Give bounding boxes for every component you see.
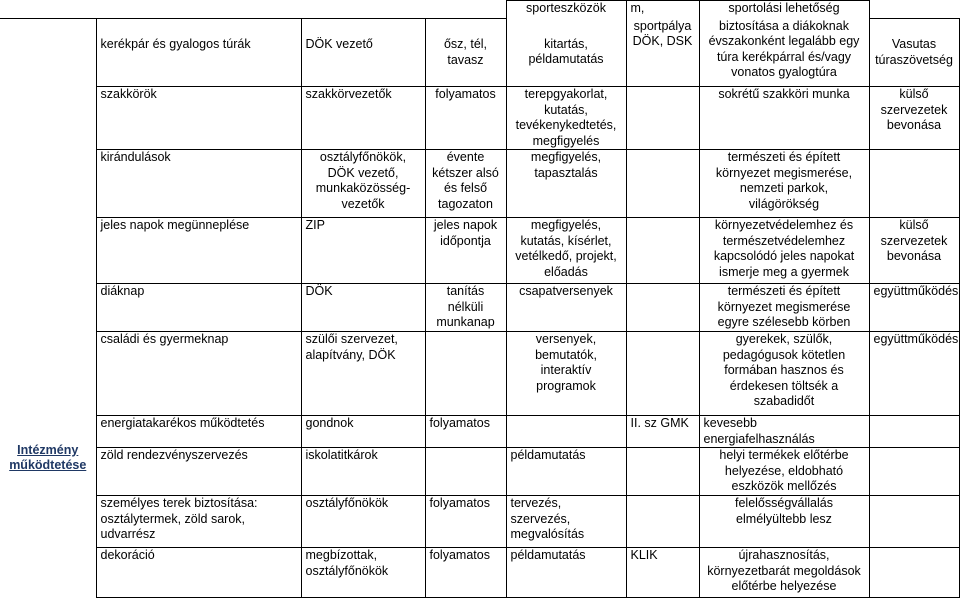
partner: külső szervezetek bevonása <box>869 87 959 150</box>
responsible: iskolatitkárok <box>301 448 425 496</box>
goal: természeti és épített környezet megismerése, nemzeti parkok, világörökség <box>699 150 869 218</box>
partner <box>869 496 959 548</box>
activity-name: kerékpár és gyalogos túrák <box>96 19 301 87</box>
responsible: megbízottak, osztályfőnökök <box>301 548 425 598</box>
method: kitartás, példamutatás <box>506 19 626 87</box>
partner: Vasutas túraszövetség <box>869 19 959 87</box>
location <box>626 150 699 218</box>
timing: ősz, tél, tavasz <box>425 19 506 87</box>
goal: kevesebb energiafelhasználás <box>699 416 869 448</box>
activity-name: szakkörök <box>96 87 301 150</box>
timing: folyamatos <box>425 496 506 548</box>
goal: biztosítása a diákoknak évszakonként legalább egy túra kerékpárral és/vagy vonatos gyalogtúra <box>699 19 869 87</box>
location <box>626 87 699 150</box>
timing <box>425 332 506 416</box>
responsible: gondnok <box>301 416 425 448</box>
partner: együttműködés <box>869 332 959 416</box>
header-fragment-row <box>0 1 959 19</box>
activity-name: személyes terek biztosítása: osztálytermek, zöld sarok, udvarrész <box>96 496 301 548</box>
location <box>626 284 699 332</box>
goal: természeti és épített környezet megismerése egyre szélesebb körben <box>699 284 869 332</box>
timing: jeles napok időpontja <box>425 218 506 284</box>
partner <box>869 448 959 496</box>
partner: külső szervezetek bevonása <box>869 218 959 284</box>
activity-name: kirándulások <box>96 150 301 218</box>
timing: folyamatos <box>425 548 506 598</box>
location <box>626 448 699 496</box>
method: példamutatás <box>506 548 626 598</box>
goal: felelősségvállalás elmélyültebb lesz <box>699 496 869 548</box>
method <box>506 416 626 448</box>
table-row <box>0 218 959 284</box>
table-row <box>0 19 959 87</box>
partner: együttműködés <box>869 284 959 332</box>
method: versenyek, bemutatók, interaktív programok <box>506 332 626 416</box>
responsible: szülői szervezet, alapítvány, DÖK <box>301 332 425 416</box>
activity-name: dekoráció <box>96 548 301 598</box>
table-row <box>0 332 959 416</box>
header-col-5: sporteszközök <box>506 1 626 19</box>
responsible: szakkörvezetők <box>301 87 425 150</box>
goal: újrahasznosítás, környezetbarát megoldások előtérbe helyezése <box>699 548 869 598</box>
table-row <box>0 87 959 150</box>
responsible: DÖK <box>301 284 425 332</box>
goal: helyi termékek előtérbe helyezése, eldobható eszközök mellőzés <box>699 448 869 496</box>
goal: környezetvédelemhez és természetvédelemhez kapcsolódó jeles napokat ismerje meg a gyermek <box>699 218 869 284</box>
timing: évente kétszer alsó és felső tagozaton <box>425 150 506 218</box>
responsible: osztályfőnökök, DÖK vezető, munkaközösség-vezetők <box>301 150 425 218</box>
method: példamutatás <box>506 448 626 496</box>
activity-name: zöld rendezvényszervezés <box>96 448 301 496</box>
section-label: Intézmény működtetése <box>0 19 96 598</box>
location <box>626 496 699 548</box>
responsible: DÖK vezető <box>301 19 425 87</box>
timing: tanítás nélküli munkanap <box>425 284 506 332</box>
activity-name: energiatakarékos működtetés <box>96 416 301 448</box>
partner <box>869 548 959 598</box>
header-col-6: m, <box>626 1 699 19</box>
location <box>626 218 699 284</box>
activity-name: családi és gyermeknap <box>96 332 301 416</box>
table-row <box>0 416 959 448</box>
timing: folyamatos <box>425 87 506 150</box>
timing <box>425 448 506 496</box>
table-row <box>0 150 959 218</box>
location: sportpálya DÖK, DSK <box>626 19 699 87</box>
method: tervezés, szervezés, megvalósítás <box>506 496 626 548</box>
partner <box>869 150 959 218</box>
goal: gyerekek, szülők, pedagógusok kötetlen formában hasznos és érdekesen töltsék a szabadidőt <box>699 332 869 416</box>
location <box>626 332 699 416</box>
responsible: osztályfőnökök <box>301 496 425 548</box>
table-row <box>0 548 959 598</box>
table-row <box>0 284 959 332</box>
partner <box>869 416 959 448</box>
header-col-7: sportolási lehetőség <box>699 1 869 19</box>
activity-name: diáknap <box>96 284 301 332</box>
goal: sokrétű szakköri munka <box>699 87 869 150</box>
activity-name: jeles napok megünneplése <box>96 218 301 284</box>
method: csapatversenyek <box>506 284 626 332</box>
location: II. sz GMK <box>626 416 699 448</box>
timing: folyamatos <box>425 416 506 448</box>
responsible: ZIP <box>301 218 425 284</box>
table-row <box>0 448 959 496</box>
method: megfigyelés, kutatás, kísérlet, vetélkedő, projekt, előadás <box>506 218 626 284</box>
location: KLIK <box>626 548 699 598</box>
table-row <box>0 496 959 548</box>
method: megfigyelés, tapasztalás <box>506 150 626 218</box>
method: terepgyakorlat, kutatás, tevékenykedtetés, megfigyelés <box>506 87 626 150</box>
